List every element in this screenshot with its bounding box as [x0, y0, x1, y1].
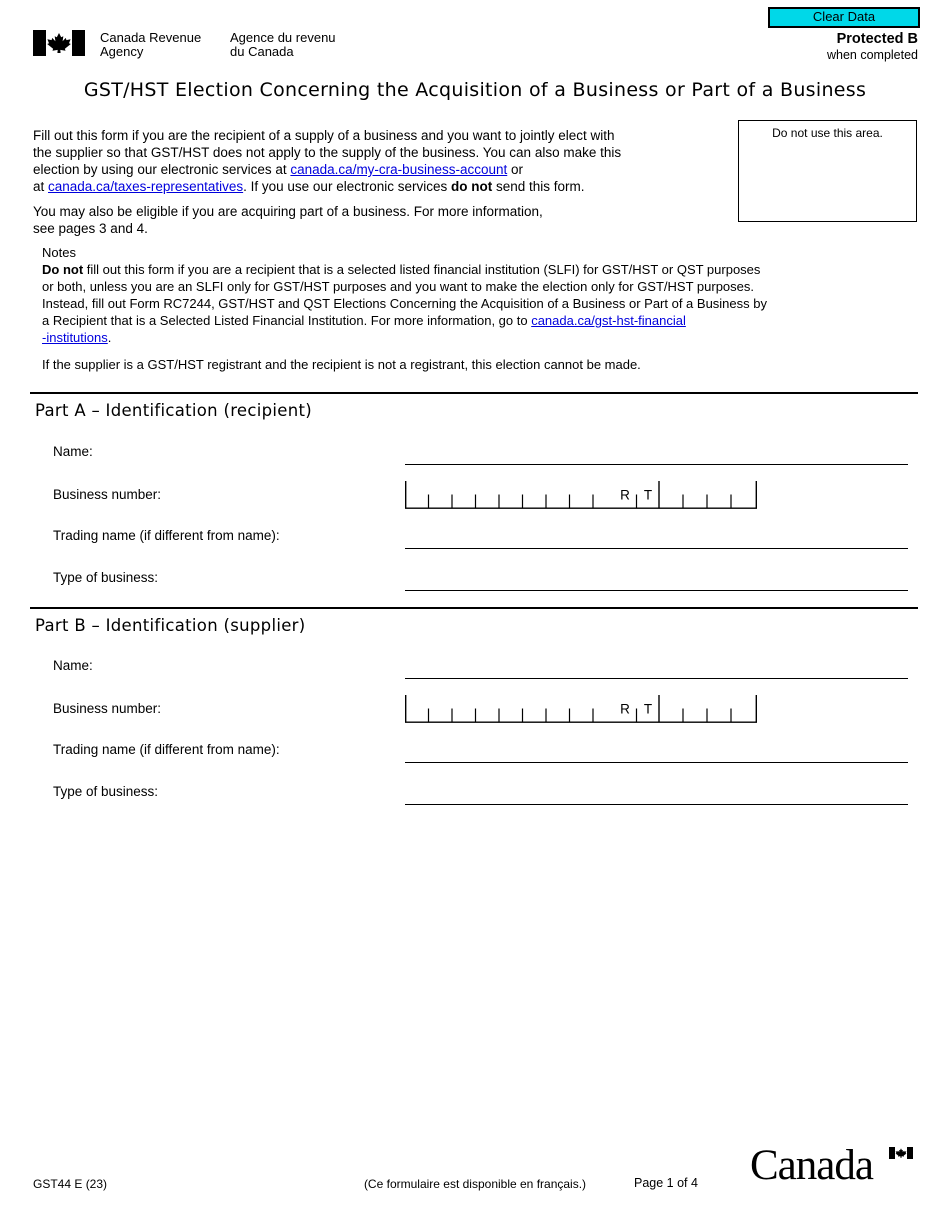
page-indicator: Page 1 of 4 [634, 1176, 698, 1190]
notes-block [42, 244, 922, 346]
canada-wordmark-flag-icon [889, 1146, 913, 1164]
text-segment: the supplier so that GST/HST does not apply to the supply of the business. You can also make this [33, 145, 622, 160]
part-a-trading-name-label: Trading name (if different from name): [53, 528, 280, 543]
notes-line [42, 312, 922, 329]
text-segment: or both, unless you are an SLFI only for GST/HST purposes and you want to make the election only for GST/HST purposes. [42, 279, 754, 294]
part-b-name-field[interactable] [405, 659, 908, 679]
part-a-separator [30, 392, 918, 394]
protected-b-label: Protected B [836, 31, 918, 47]
intro-line [33, 144, 743, 161]
agency-fr-line1: Agence du revenu [230, 30, 336, 45]
protected-b-sublabel: when completed [826, 48, 918, 62]
intro-line [33, 178, 743, 195]
bn-letter-r: R [620, 487, 630, 503]
part-a-type-of-business-label: Type of business: [53, 570, 159, 585]
part-b-type-of-business-label: Type of business: [53, 784, 159, 799]
text-segment: at [33, 179, 49, 194]
text-segment: . If you use our electronic services [243, 179, 451, 194]
part-b-trading-name-label: Trading name (if different from name): [53, 742, 280, 757]
agency-en-line2: Agency [100, 44, 144, 59]
eligibility-line [33, 220, 743, 237]
bn-letter-t: T [643, 487, 653, 503]
link-taxes-representatives[interactable]: canada.ca/taxes-representatives [48, 179, 244, 194]
part-a-name-label: Name: [53, 444, 93, 459]
bn-letter-r: R [620, 701, 630, 717]
text-segment: election by using our electronic services at [33, 162, 291, 177]
text-segment: Fill out this form if you are the recipient of a supply of a business and you want to jointly elect with [33, 128, 615, 143]
intro-paragraph [33, 127, 743, 195]
text-segment: a Recipient that is a Selected Listed Financial Institution. For more information, go to [42, 313, 532, 328]
notes-line [42, 261, 922, 278]
intro-line [33, 161, 743, 178]
part-b-type-of-business-field[interactable] [405, 785, 908, 805]
bn-letter-t: T [643, 701, 653, 717]
form-code: GST44 E (23) [33, 1177, 108, 1191]
notes-line [42, 295, 922, 312]
part-b-separator [30, 607, 918, 609]
text-segment: do not [450, 179, 493, 194]
part-a-type-of-business-field[interactable] [405, 571, 908, 591]
canada-wordmark [750, 1143, 920, 1193]
agency-en-line1: Canada Revenue [100, 30, 202, 45]
part-a-business-number-label: Business number: [53, 487, 162, 502]
do-not-use-area-box [738, 120, 917, 222]
protected-b-block [827, 31, 918, 62]
text-segment: see pages 3 and 4. [33, 221, 148, 236]
canada-flag-icon [33, 30, 85, 61]
link-gst-hst-financial-institutions-part2[interactable]: -institutions [42, 330, 108, 345]
notes-line [42, 329, 922, 346]
part-b-business-number-label: Business number: [53, 701, 162, 716]
agency-name-en [100, 31, 201, 59]
link-my-cra-business-account[interactable]: canada.ca/my-cra-business-account [290, 162, 508, 177]
part-b-name-label: Name: [53, 658, 93, 673]
eligibility-paragraph [33, 203, 743, 237]
part-a-business-number-field[interactable] [405, 480, 757, 514]
eligibility-line [33, 203, 743, 220]
part-a-name-field[interactable] [405, 445, 908, 465]
clear-data-button[interactable]: Clear Data [768, 7, 920, 28]
text-segment: send this form. [492, 179, 585, 194]
intro-line [33, 127, 743, 144]
notes-heading: Notes [42, 245, 76, 260]
supplier-registrant-note: If the supplier is a GST/HST registrant and the recipient is not a registrant, this election cannot be made. [42, 357, 641, 372]
text-segment: You may also be eligible if you are acquiring part of a business. For more information, [33, 204, 543, 219]
french-availability-note: (Ce formulaire est disponible en français.) [363, 1177, 587, 1191]
form-title: GST/HST Election Concerning the Acquisition of a Business or Part of a Business [83, 79, 867, 101]
agency-fr-line2: du Canada [230, 44, 294, 59]
part-a-trading-name-field[interactable] [405, 529, 908, 549]
agency-name-fr [230, 31, 336, 59]
part-b-trading-name-field[interactable] [405, 743, 908, 763]
part-b-business-number-field[interactable] [405, 694, 757, 728]
canada-wordmark-text: Canada [750, 1142, 873, 1189]
text-segment: or [507, 162, 524, 177]
link-gst-hst-financial-institutions-part1[interactable]: canada.ca/gst-hst-financial [531, 313, 686, 328]
part-a-title: Part A – Identification (recipient) [35, 401, 313, 420]
text-segment: fill out this form if you are a recipient that is a selected listed financial institution (SLFI) for GST/HST or QST purposes [83, 262, 761, 277]
part-b-title: Part B – Identification (supplier) [35, 616, 306, 635]
text-segment: Do not [42, 262, 84, 277]
notes-line [42, 278, 922, 295]
text-segment: Instead, fill out Form RC7244, GST/HST and QST Elections Concerning the Acquisition of a Business or Part of a Business by [42, 296, 767, 311]
do-not-use-area-label: Do not use this area. [772, 126, 883, 140]
text-segment: . [107, 330, 112, 345]
